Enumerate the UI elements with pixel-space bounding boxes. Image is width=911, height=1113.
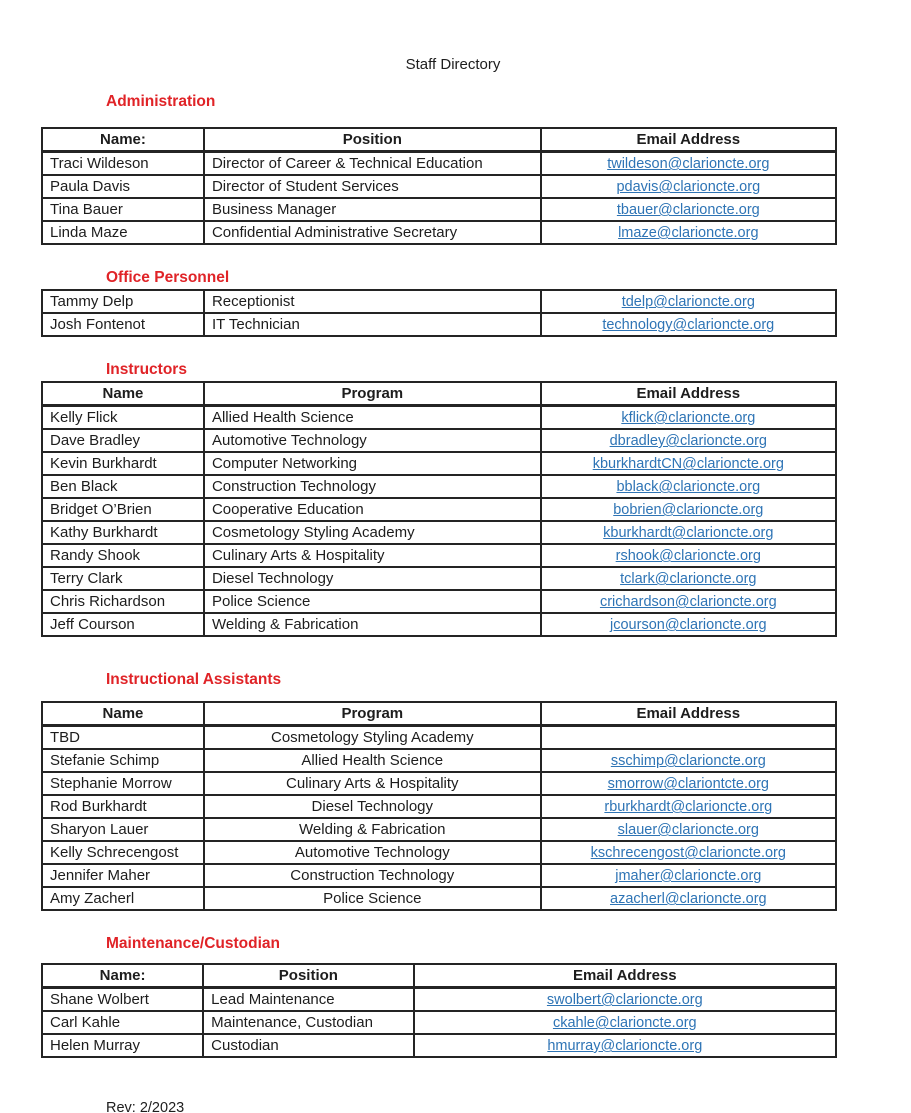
staff-role: Construction Technology: [204, 475, 541, 498]
table-row: [42, 749, 836, 772]
email-link[interactable]: azacherl@clarioncte.org: [610, 891, 767, 907]
sections-container: [41, 93, 837, 1058]
email-link[interactable]: pdavis@clarioncte.org: [616, 179, 761, 195]
instructors-table: [41, 381, 837, 637]
staff-role: Custodian: [203, 1034, 413, 1057]
staff-role: Director of Career & Technical Education: [204, 152, 541, 176]
table-row: [42, 988, 836, 1012]
table-row: [42, 198, 836, 221]
staff-email-cell: [541, 749, 836, 772]
staff-role: Cosmetology Styling Academy: [204, 521, 541, 544]
maintenance-custodian-table: [41, 963, 837, 1058]
email-link[interactable]: crichardson@clarioncte.org: [599, 594, 777, 610]
administration-table: [41, 127, 837, 245]
staff-email-cell: [414, 988, 836, 1012]
column-header: Name: [42, 702, 204, 726]
staff-name: Sharyon Lauer: [42, 818, 204, 841]
email-link[interactable]: jmaher@clarioncte.org: [615, 868, 762, 884]
email-link[interactable]: swolbert@clarioncte.org: [546, 992, 703, 1008]
office-personnel-table: [41, 289, 837, 337]
header-row: [42, 702, 836, 726]
table-row: [42, 887, 836, 910]
staff-role: Culinary Arts & Hospitality: [204, 544, 541, 567]
staff-email-cell: [541, 498, 836, 521]
staff-email-cell: [541, 521, 836, 544]
email-link[interactable]: lmaze@clarioncte.org: [618, 225, 759, 241]
staff-name: Dave Bradley: [42, 429, 204, 452]
staff-email-cell: [541, 613, 836, 636]
staff-role: Cooperative Education: [204, 498, 541, 521]
section-heading: Instructional Assistants: [106, 671, 282, 688]
staff-name: Rod Burkhardt: [42, 795, 204, 818]
table-row: [42, 795, 836, 818]
staff-role: Computer Networking: [204, 452, 541, 475]
section-heading: Instructors: [106, 361, 187, 378]
staff-email-cell: [541, 726, 836, 750]
column-header: Position: [203, 964, 413, 988]
table-row: [42, 1034, 836, 1057]
email-link[interactable]: smorrow@clariontcte.org: [607, 776, 769, 792]
staff-email-cell: [541, 313, 836, 336]
section-instructional-assistants: [41, 671, 837, 911]
table-row: [42, 521, 836, 544]
staff-email-cell: [541, 152, 836, 176]
staff-email-cell: [541, 772, 836, 795]
staff-email-cell: [541, 544, 836, 567]
section-administration: [41, 93, 837, 245]
staff-email-cell: [541, 864, 836, 887]
staff-name: Terry Clark: [42, 567, 204, 590]
table-row: [42, 864, 836, 887]
section-instructors: [41, 361, 837, 637]
column-header: Name:: [42, 964, 203, 988]
table-row: [42, 498, 836, 521]
table-row: [42, 567, 836, 590]
email-link[interactable]: technology@clarioncte.org: [602, 317, 775, 333]
column-header: Program: [204, 382, 541, 406]
header-row: [42, 382, 836, 406]
staff-name: Randy Shook: [42, 544, 204, 567]
email-link[interactable]: kschrecengost@clarioncte.org: [590, 845, 786, 861]
staff-role: Allied Health Science: [204, 749, 541, 772]
staff-role: Lead Maintenance: [203, 988, 413, 1012]
column-header: Email Address: [541, 702, 836, 726]
staff-email-cell: [541, 590, 836, 613]
table-row: [42, 544, 836, 567]
column-header: Email Address: [541, 128, 836, 152]
email-link[interactable]: sschimp@clarioncte.org: [610, 753, 766, 769]
staff-name: Tina Bauer: [42, 198, 204, 221]
staff-name: Paula Davis: [42, 175, 204, 198]
staff-name: Amy Zacherl: [42, 887, 204, 910]
table-row: [42, 726, 836, 750]
table-row: [42, 429, 836, 452]
staff-email-cell: [541, 290, 836, 313]
staff-name: TBD: [42, 726, 204, 750]
staff-name: Chris Richardson: [42, 590, 204, 613]
staff-email-cell: [541, 818, 836, 841]
email-link[interactable]: ckahle@clarioncte.org: [552, 1015, 697, 1031]
email-link[interactable]: kburkhardt@clarioncte.org: [603, 525, 774, 541]
section-heading: Office Personnel: [106, 269, 230, 286]
email-link[interactable]: tbauer@clarioncte.org: [616, 202, 760, 218]
staff-name: Shane Wolbert: [42, 988, 203, 1012]
staff-role: Construction Technology: [204, 864, 541, 887]
staff-name: Stefanie Schimp: [42, 749, 204, 772]
staff-role: Police Science: [204, 887, 541, 910]
table-row: [42, 452, 836, 475]
staff-email-cell: [541, 841, 836, 864]
staff-name: Kevin Burkhardt: [42, 452, 204, 475]
staff-email-cell: [541, 567, 836, 590]
section-maintenance-custodian: [41, 935, 837, 1058]
table-row: [42, 221, 836, 244]
section-office-personnel: [41, 269, 837, 337]
header-row: [42, 964, 836, 988]
staff-name: Kelly Schrecengost: [42, 841, 204, 864]
email-link[interactable]: rshook@clarioncte.org: [615, 548, 761, 564]
staff-role: Culinary Arts & Hospitality: [204, 772, 541, 795]
staff-role: Business Manager: [204, 198, 541, 221]
email-link[interactable]: tclark@clarioncte.org: [620, 571, 757, 587]
table-row: [42, 475, 836, 498]
header-row: [42, 128, 836, 152]
staff-name: Carl Kahle: [42, 1011, 203, 1034]
staff-name: Kelly Flick: [42, 406, 204, 430]
staff-name: Helen Murray: [42, 1034, 203, 1057]
staff-role: Diesel Technology: [204, 795, 541, 818]
revision-note: Rev: 2/2023: [106, 1100, 185, 1113]
email-link[interactable]: tdelp@clarioncte.org: [621, 294, 755, 310]
table-row: [42, 152, 836, 176]
staff-name: Josh Fontenot: [42, 313, 204, 336]
table-row: [42, 1011, 836, 1034]
staff-email-cell: [541, 406, 836, 430]
staff-email-cell: [414, 1034, 836, 1057]
table-row: [42, 613, 836, 636]
table-row: [42, 818, 836, 841]
staff-email-cell: [541, 175, 836, 198]
column-header: Position: [204, 128, 541, 152]
staff-name: Jeff Courson: [42, 613, 204, 636]
staff-email-cell: [414, 1011, 836, 1034]
staff-role: Police Science: [204, 590, 541, 613]
staff-name: Linda Maze: [42, 221, 204, 244]
email-link[interactable]: kflick@clarioncte.org: [621, 410, 756, 426]
staff-role: Director of Student Services: [204, 175, 541, 198]
staff-name: Ben Black: [42, 475, 204, 498]
staff-email-cell: [541, 452, 836, 475]
staff-name: Jennifer Maher: [42, 864, 204, 887]
column-header: Name: [42, 382, 204, 406]
column-header: Name:: [42, 128, 204, 152]
staff-role: IT Technician: [204, 313, 541, 336]
staff-role: Diesel Technology: [204, 567, 541, 590]
staff-name: Tammy Delp: [42, 290, 204, 313]
staff-name: Bridget O’Brien: [42, 498, 204, 521]
staff-name: Kathy Burkhardt: [42, 521, 204, 544]
staff-role: Receptionist: [204, 290, 541, 313]
staff-role: Cosmetology Styling Academy: [204, 726, 541, 750]
email-link[interactable]: kburkhardtCN@clarioncte.org: [592, 456, 784, 472]
staff-email-cell: [541, 795, 836, 818]
table-row: [42, 175, 836, 198]
column-header: Email Address: [541, 382, 836, 406]
staff-email-cell: [541, 475, 836, 498]
email-link[interactable]: jcourson@clarioncte.org: [610, 617, 767, 633]
page-title: Staff Directory: [405, 56, 501, 73]
table-row: [42, 772, 836, 795]
instructional-assistants-table: [41, 701, 837, 911]
table-row: [42, 290, 836, 313]
staff-role: Welding & Fabrication: [204, 818, 541, 841]
column-header: Program: [204, 702, 541, 726]
staff-email-cell: [541, 221, 836, 244]
staff-role: Allied Health Science: [204, 406, 541, 430]
staff-role: Confidential Administrative Secretary: [204, 221, 541, 244]
staff-email-cell: [541, 429, 836, 452]
section-heading: Maintenance/Custodian: [106, 935, 280, 952]
staff-name: Stephanie Morrow: [42, 772, 204, 795]
staff-name: Traci Wildeson: [42, 152, 204, 176]
column-header: Email Address: [414, 964, 836, 988]
staff-role: Automotive Technology: [204, 429, 541, 452]
email-link[interactable]: dbradley@clarioncte.org: [609, 433, 767, 449]
email-link[interactable]: slauer@clarioncte.org: [617, 822, 759, 838]
email-link[interactable]: bblack@clarioncte.org: [616, 479, 761, 495]
staff-role: Maintenance, Custodian: [203, 1011, 413, 1034]
table-row: [42, 590, 836, 613]
table-row: [42, 841, 836, 864]
staff-email-cell: [541, 887, 836, 910]
section-heading: Administration: [106, 93, 216, 110]
email-link[interactable]: bobrien@clarioncte.org: [613, 502, 764, 518]
table-row: [42, 313, 836, 336]
staff-email-cell: [541, 198, 836, 221]
staff-role: Welding & Fabrication: [204, 613, 541, 636]
table-row: [42, 406, 836, 430]
email-link[interactable]: rburkhardt@clarioncte.org: [604, 799, 773, 815]
staff-role: Automotive Technology: [204, 841, 541, 864]
email-link[interactable]: hmurray@clarioncte.org: [547, 1038, 703, 1054]
email-link[interactable]: twildeson@clarioncte.org: [607, 156, 770, 172]
